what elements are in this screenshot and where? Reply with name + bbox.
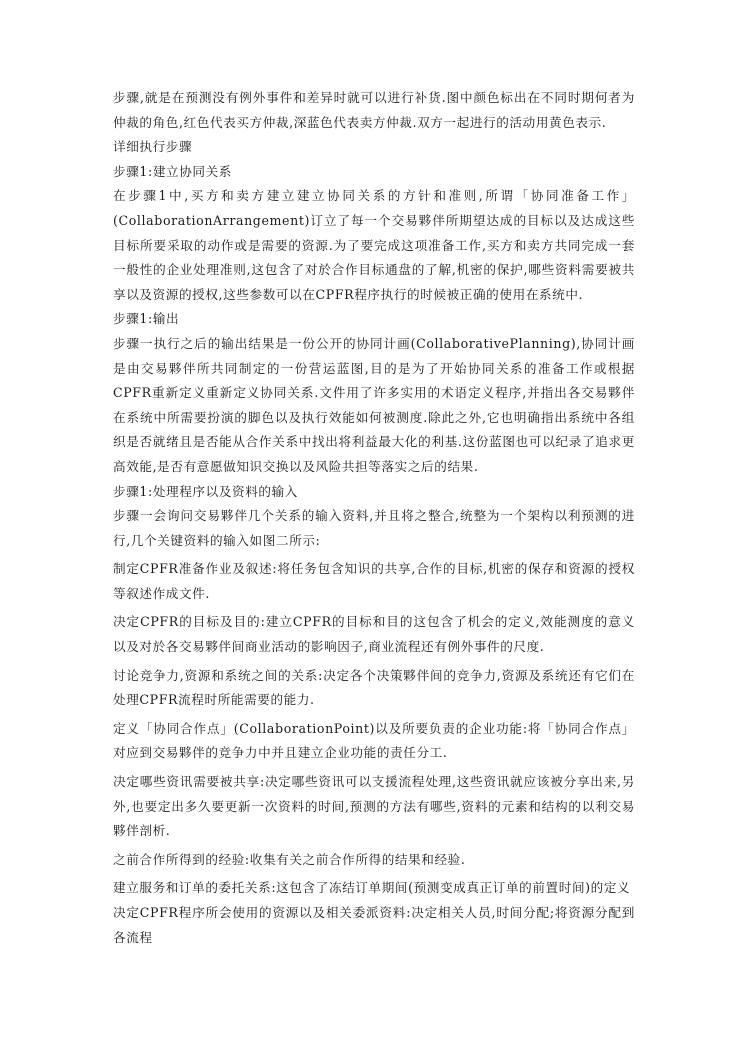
- intro-paragraph: 步骤,就是在预测没有例外事件和差异时就可以进行补货.图中颜色标出在不同时期何者为仲裁的角色,红色代表买方仲裁,深蓝色代表卖方仲裁.双方一起进行的活动用黄色表示.: [113, 90, 635, 130]
- step1-input-paragraph: 步骤一会询问交易夥伴几个关系的输入资料,并且将之整合,统整为一个架构以利预测的进行,几个关键资料的输入如图二所示:: [113, 508, 635, 548]
- step1-output-paragraph: 步骤一执行之后的输出结果是一份公开的协同计画(CollaborativePlanning),协同计画是由交易夥伴所共同制定的一份营运蓝图,目的是为了开始协同关系的准备工作或根据CPFR重新定义重新定义协同关系.文件用了许多实用的术语定义程序,并指出各交易夥伴在系统中所需要扮演的脚色以及执行效能如何被测度.除此之外,它也明确指出系统中各组织是否就绪且是否能从合作关系中找出将利益最大化的利基.这份蓝图也可以纪录了追求更高效能,是否有意愿做知识交换以及风险共担等落实之后的结果.: [113, 335, 635, 474]
- input-item-goals: 决定CPFR的目标及目的:建立CPFR的目标和目的这包含了机会的定义,效能测度的意义以及对於各交易夥伴间商业活动的影响因子,商业流程还有例外事件的尺度.: [113, 614, 635, 655]
- step1-output-heading: 步骤1:输出: [113, 311, 180, 327]
- step1-input-heading: 步骤1:处理程序以及资料的输入: [113, 483, 298, 499]
- step1-heading: 步骤1:建立协同关系: [113, 163, 233, 179]
- input-item-resources: 决定CPFR程序所会使用的资源以及相关委派资料:决定相关人员,时间分配;将资源分配到各流程: [113, 905, 635, 945]
- input-item-experience: 之前合作所得到的经验:收集有关之前合作所得的结果和经验.: [113, 851, 466, 867]
- input-item-service-orders: 建立服务和订单的委托关系:这包含了冻结订单期间(预测变成真正订单的前置时间)的定义: [113, 880, 631, 896]
- document-page: [113, 86, 635, 950]
- input-item-info-sharing: 决定哪些资讯需要被共享:决定哪些资讯可以支援流程处理,这些资讯就应该被分享出来,另外,也要定出多久要更新一次资料的时间,预测的方法有哪些,资料的元素和结构的以利交易夥伴剖析.: [113, 774, 635, 839]
- input-item-collaboration-point: 定义「协同合作点」(CollaborationPoint)以及所要负责的企业功能:将「协同合作点」对应到交易夥伴的竞争力中并且建立企业功能的责任分工.: [113, 720, 635, 761]
- input-item-prep: 制定CPFR准备作业及叙述:将任务包含知识的共享,合作的目标,机密的保存和资源的授权等叙述作成文件.: [113, 561, 635, 601]
- input-item-competitiveness: 讨论竞争力,资源和系统之间的关系:决定各个决策夥伴间的竞争力,资源及系统还有它们在处理CPFR流程时所能需要的能力.: [113, 667, 635, 708]
- section-heading-detailed-steps: 详细执行步骤: [113, 139, 193, 155]
- step1-paragraph: 在步骤1中,买方和卖方建立建立协同关系的方针和准则,所谓「协同准备工作」(CollaborationArrangement)订立了每一个交易夥伴所期望达成的目标以及达成这些目标所要采取的动作或是需要的资源.为了要完成这项准备工作,买方和卖方共同完成一套一般性的企业处理准则,这包含了对於合作目标通盘的了解,机密的保护,哪些资料需要被共享以及资源的授权,这些参数可以在CPFR程序执行的时候被正确的使用在系统中.: [113, 188, 635, 302]
